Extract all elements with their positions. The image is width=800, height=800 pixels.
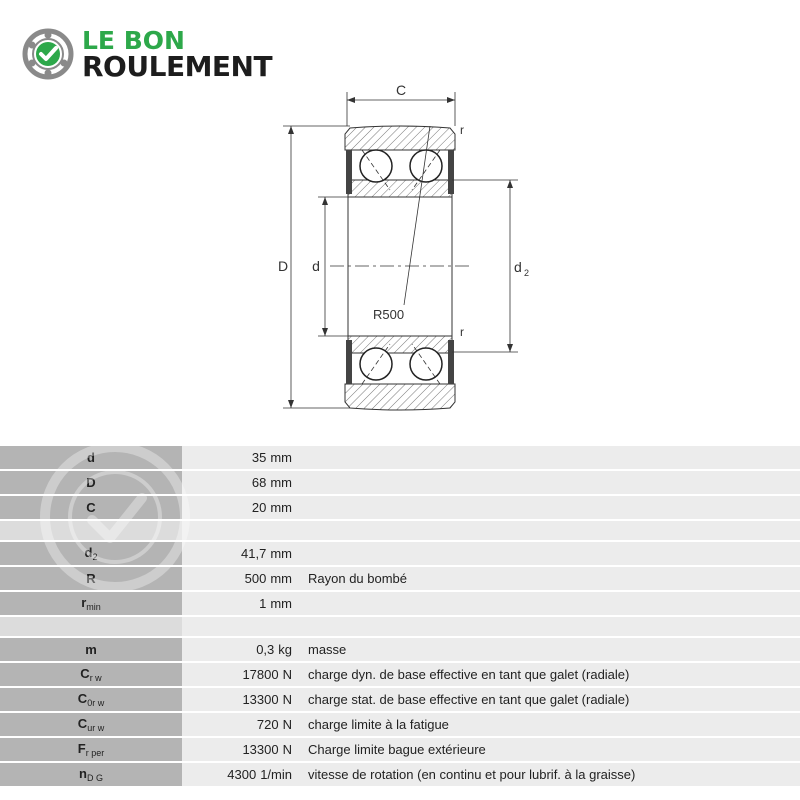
spec-label: C [0, 496, 182, 519]
spec-label: $C_{ur w}$ [0, 713, 182, 736]
spec-label: m [0, 638, 182, 661]
spec-desc: Charge limite bague extérieure [298, 738, 800, 761]
label-d: d [312, 258, 320, 274]
brand-line2: ROULEMENT [82, 50, 273, 83]
spec-row-m [0, 638, 800, 661]
spec-value: 720 N [182, 713, 298, 736]
spec-value: 35 mm [182, 446, 298, 469]
spec-label: $C_{0r w}$ [0, 688, 182, 711]
spec-value: 500 mm [182, 567, 298, 590]
spec-label: $C_{r w}$ [0, 663, 182, 686]
spec-desc: charge stat. de base effective en tant que galet (radiale) [298, 688, 800, 711]
ball-top-left [360, 150, 392, 182]
spec-value: 4300 1/min [182, 763, 298, 786]
spec-label: $r_{min}$ [0, 592, 182, 615]
seal-left-bottom [346, 340, 352, 384]
spec-row-Frper [0, 738, 800, 761]
spec-desc: Rayon du bombé [298, 567, 800, 590]
spec-row-C [0, 496, 800, 519]
spec-spacer [0, 617, 800, 636]
spec-label: D [0, 471, 182, 494]
spec-desc: charge limite à la fatigue [298, 713, 800, 736]
spec-desc: masse [298, 638, 800, 661]
spec-table [0, 444, 800, 788]
spec-desc [298, 471, 800, 494]
seal-left-top [346, 150, 352, 194]
spec-label: d [0, 446, 182, 469]
outer-ring-top [345, 126, 455, 150]
inner-ring-top [348, 180, 452, 197]
spec-label: $n_{D G}$ [0, 763, 182, 786]
seal-right-top [448, 150, 454, 194]
spec-desc [298, 542, 800, 565]
label-d2-sub: 2 [524, 268, 530, 278]
spec-row-R [0, 567, 800, 590]
spec-row-rmin [0, 592, 800, 615]
spec-label: R [0, 567, 182, 590]
spec-desc: charge dyn. de base effective en tant que galet (radiale) [298, 663, 800, 686]
spec-desc: vitesse de rotation (en continu et pour lubrif. à la graisse) [298, 763, 800, 786]
spec-value: 13300 N [182, 738, 298, 761]
spec-spacer [0, 521, 800, 540]
spec-desc [298, 446, 800, 469]
inner-ring-bottom [348, 336, 452, 353]
spec-value: 68 mm [182, 471, 298, 494]
spec-value: 13300 N [182, 688, 298, 711]
spec-row-d [0, 446, 800, 469]
spec-value: 0,3 kg [182, 638, 298, 661]
label-r-top: r [460, 123, 464, 137]
label-D: D [277, 258, 289, 274]
spec-value: 20 mm [182, 496, 298, 519]
spec-row-C0rw [0, 688, 800, 711]
label-C: C [395, 82, 407, 98]
spec-value: 17800 N [182, 663, 298, 686]
seal-right-bottom [448, 340, 454, 384]
spec-value: 1 mm [182, 592, 298, 615]
label-R500: R500 [373, 307, 405, 322]
spec-row-nDG [0, 763, 800, 786]
spec-label: $d_2$ [0, 542, 182, 565]
spec-label: $F_{r per}$ [0, 738, 182, 761]
outer-ring-bottom [345, 384, 455, 410]
spec-value: 41,7 mm [182, 542, 298, 565]
spec-row-d2 [0, 542, 800, 565]
spec-row-Crw [0, 663, 800, 686]
spec-row-D [0, 471, 800, 494]
brand-line1: LE BON [82, 26, 185, 55]
spec-desc [298, 592, 800, 615]
label-d2: d [514, 259, 522, 275]
spec-desc [298, 496, 800, 519]
label-r-mid: r [460, 325, 464, 339]
spec-row-Curw [0, 713, 800, 736]
